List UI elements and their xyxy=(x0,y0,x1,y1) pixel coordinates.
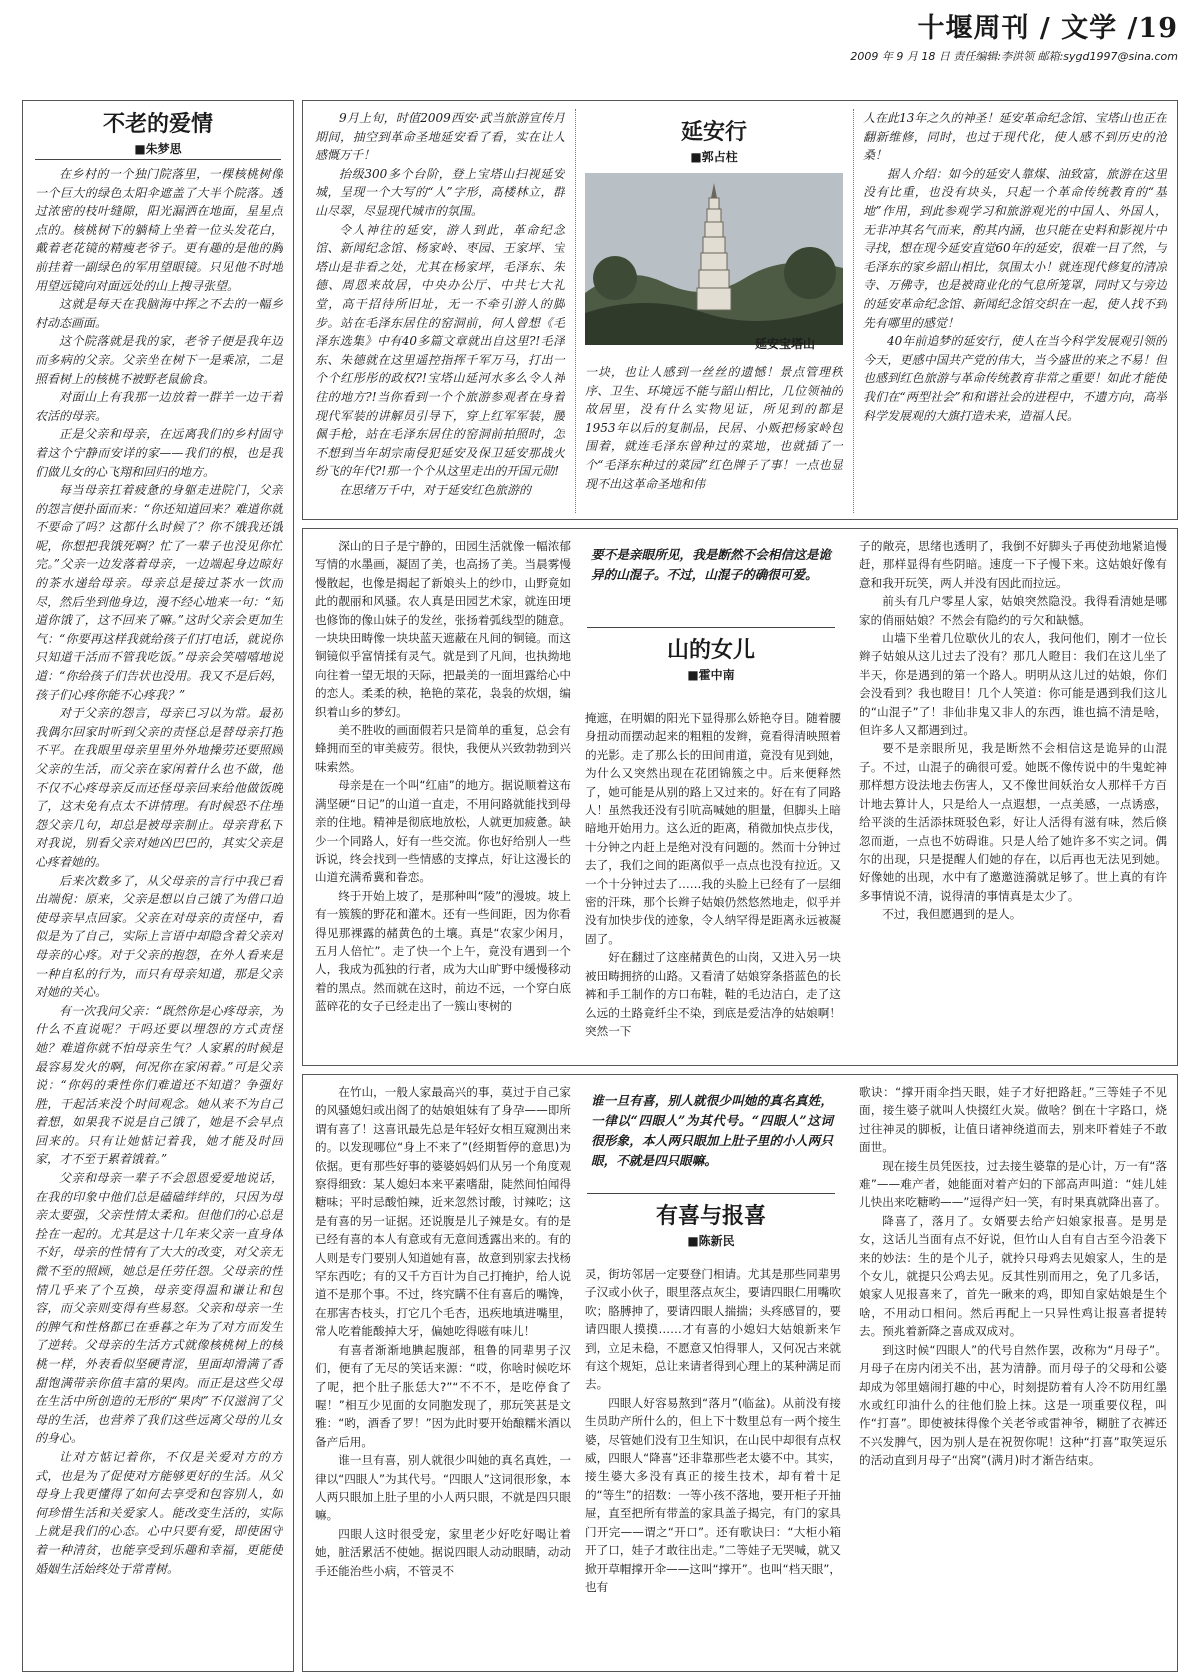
paragraph: 降喜了，落月了。女婿要去给产妇娘家报喜。是男是女，这话儿当面有点不好说，但竹山人自有自古至今沿袭下来的妙法：生的是个儿子，就拎只母鸡去见娘家人，生的是个女儿，就提只公鸡去见。反其性别而用之，免了几多话，娘家人见报喜来了，首先一瞅来的鸡，即知自家姑娘是生个啥，不用动口相问。然后再配上一只异性鸡让报喜者提转去。预兆着新降之喜成双成对。 xyxy=(859,1213,1167,1339)
article-4-title: 有喜与报喜 xyxy=(655,1204,766,1229)
paragraph: 谁一旦有喜，别人就很少叫她的真名真姓，一律以“四眼人”为其代号。“四眼人”这词很形象，本人两只眼加上肚子里的小人两只眼，不就是四只眼嘛。 xyxy=(315,1453,571,1523)
article-2-title: 延安行 xyxy=(680,120,747,145)
article-4-col-3 xyxy=(859,1083,1167,1665)
paragraph: 歌诀：“撑开雨伞挡天眼，娃子才好把路赶。”三等娃子不见面，接生婆子就叫人快掇红火炭。做啥？倒在十字路口，烧过往神灵的脚板，让值日诸神绕道而去，别来吓着娃子不敢面世。 xyxy=(859,1085,1167,1155)
article-3-pullquote: 要不是亲眼所见，我是断然不会相信这是诡异的山混子。不过，山混子的确很可爱。 xyxy=(591,547,831,582)
paragraph: 在竹山，一般人家最高兴的事，莫过于自己家的风骚媳妇或出阁了的姑娘姐妹有了身孕——即所谓有喜了！这喜讯最先总是年轻好女相互窥测出来的。以发现哪位“身上不来了”(经期暂停的意思)为依据。更有那些好事的婆婆妈妈们从另一个角度观察得细致：某人媳妇本来平素嗜甜，陡然间怕闻得糖味；平时忌酸怕辣，近来忽然讨酸，讨辣吃；这是有喜的另一证据。还说腹是儿子辣是女。有的是已经有喜的本人有意或有无意间透露出来的。有的人则是专门要别人知道她有喜，故意到别家去找杨罕东西吃；有的又千方百计为自己打掩护，给人说道不是那个事。不过，终究瞒不住有喜后的嘴馋，在那害杏枝头，打它几个毛杏，迅疾地填进嘴里，常人吃着能酸掉大牙，偏她吃得嗞有味儿！ xyxy=(315,1085,571,1339)
paragraph: 四眼人这时很受宠，家里老少好吃好喝让着她，脏活累活不使她。据说四眼人动动眼睛，动动手还能治些小病，不管灵不 xyxy=(315,1526,571,1578)
paragraph: 深山的日子是宁静的，田园生活就像一幅浓郁写情的水墨画，凝固了美，也高扬了美。当晨雾慢慢散起，也像是揭起了新娘头上的纱巾，山野竟如此的靓丽和风骚。农人真是田园艺术家，就连田埂也修饰的像山妹子的发丝，张扬着弧线型的随意。一块块田畴像一块块蓝天遮蔽在凡间的铜镜。而这铜镜似乎富情揉有灵气。就是到了凡间，也执拗地向往着一望无垠的天际，把最美的一面坦露给心中的恋人。柔柔的秧，艳艳的菜花，袅袅的炊烟，编织着山乡的梦幻。 xyxy=(315,539,571,719)
article-1-body xyxy=(35,165,283,1665)
article-box-3 xyxy=(302,528,1178,1066)
article-box-1 xyxy=(22,100,294,1672)
paragraph: 后来次数多了，从父母亲的言行中我已看出端倪：原来，父亲是想以自己饿了为借口迫使母亲早点回家。父亲在对母亲的责怪中，看似是为了自己，实际上言语中却隐含着父亲对母亲的心疼。对于父亲的抱怨，在外人看来是一种自私的行为，而只有母亲知道，那是父亲对她的关心。 xyxy=(35,873,283,1000)
paragraph: 有一次我问父亲：“既然你是心疼母亲，为什么不直说呢？干吗还要以埋怨的方式责怪她？难道你就不怕母亲生气？人家累的时候是最容易发火的啊，何况你在家闲着。”可是父亲说：“你妈的秉性你们难道还不知道？争强好胜，干起活来没个时间观念。她从来不为自己着想，如果我不说是自己饿了，她是不会早点回来的。只有让她惦记着我，她才能及时回家，才不至于累着饿着。” xyxy=(35,1003,283,1167)
paragraph: 终于开始上坡了，是那种叫“陵”的漫坡。坡上有一簇簇的野花和灌木。还有一些间距，因为你看得见那裸露的赭黄色的土壤。真是“农家少闲月，五月人倍忙”。走了快一个上午，竟没有遇到一个人，我成为孤独的行者，成为大山旷野中缓慢移动着的黑点。然而就在这时，前边不远，一个穿白底蓝碎花的女子已经走出了一簇山枣树的 xyxy=(315,888,571,1014)
article-2-author: ■郭占柱 xyxy=(690,150,738,164)
paragraph: 正是父亲和母亲，在远离我们的乡村固守着这个宁静而安详的家——我们的根，也是我们做儿女的心飞翔和回归的地方。 xyxy=(35,427,283,479)
article-1-header xyxy=(23,107,293,157)
article-3-header xyxy=(579,633,843,683)
masthead-title: 十堰周刊 / 文学 /19 xyxy=(917,13,1178,44)
paragraph: 让对方惦记着你，不仅是关爱对方的方式，也是为了促使对方能够更好的生活。从父母身上我更懂得了如何去享受和包容别人，如何珍惜生活和关爱家人。能改变生活的，实际上就是我们的心态。心中只要有爱，即使困守着一种清贫，也能享受到乐趣和幸福，更能使婚姻生活始终处于常青树。 xyxy=(35,1449,283,1576)
article-4-header xyxy=(579,1199,843,1249)
article-3-col-2 xyxy=(585,709,841,1059)
paragraph: 在思绪万千中，对于延安红色旅游的 xyxy=(339,482,532,497)
article-4-pullquote: 谁一旦有喜，别人就很少叫她的真名真姓，一律以“四眼人”为其代号。“四眼人”这词很形象，本人两只眼加上肚子里的小人两只眼，不就是四只眼嘛。 xyxy=(591,1093,833,1168)
paragraph: 不过，我但愿遇到的是人。 xyxy=(882,907,1022,922)
article-box-2 xyxy=(302,100,1178,520)
photo-caption: 延安宝塔山 xyxy=(755,337,816,351)
masthead xyxy=(478,6,1178,64)
article-4-author: ■陈新民 xyxy=(687,1234,735,1248)
pagoda-photo-icon xyxy=(585,173,843,345)
paragraph: 据人介绍：如今的延安人靠煤、油致富，旅游在这里没有比重，也没有块头，只起一个革命传统教育的“基地”作用，到此参观学习和旅游观光的中国人、外国人，无非冲其名气而来，酌其内涵，也只能在史料和影视片中寻找，想在现今延安直觉60年的延安，很难一目了然，与毛泽东的家乡韶山相比，氛围太小！就连现代修复的清凉寺、万佛寺，也是被商业化的气息所笼罩，同时又与旁边的延安革命纪念馆、新闻纪念馆交织在一起，使人找不到先有哪里的感觉！ xyxy=(863,166,1167,330)
paragraph: 令人神往的延安，游人到此，革命纪念馆、新闻纪念馆、杨家岭、枣园、王家坪、宝塔山是非看之处，尤其在杨家坪，毛泽东、朱德、周恩来故居，中央办公厅、中共七大礼堂，高干招待所旧址，无一不牵引游人的脚步。站在毛泽东居住的窑洞前，何人曾想《毛泽东选集》中有40多篇文章就出自这里?!毛泽东、朱德就在这里遥控指挥千军万马，打出一个个红彤彤的政权?!宝塔山延河水多么令人神往的地方?!当你看到一个个旅游参观者在身着现代军装的讲解员引导下，穿上红军军装，腰佩手枪，站在毛泽东居住的窑洞前拍照时，怎不想到当年胡宗南侵犯延安及保卫延安那战火纷飞的年代?!那一个个从这里走出的开国元勋! xyxy=(315,222,565,479)
paragraph: 现在接生员凭医技，过去接生婆靠的是心计，万一有“落难”——难产者，她能面对着产妇的下部高声叫道：“娃儿娃儿快出来吃糖哟——”逗得产妇一笑，有时果真就降出喜了。 xyxy=(859,1158,1167,1210)
article-4-col-1 xyxy=(315,1083,571,1665)
paragraph: 这个院落就是我的家，老爷子便是我年迈而多病的父亲。父亲坐在树下一是乘凉，二是照看树上的核桃不被野老鼠偷食。 xyxy=(35,334,283,386)
paragraph: 对面山上有我那一边放着一群羊一边干着农活的母亲。 xyxy=(35,390,283,423)
paragraph: 好在翻过了这座赭黄色的山岗，又进入另一块被田畴拥挤的山路。又看清了姑娘穿条搭蓝色的长裤和手工制作的方口布鞋，鞋的毛边洁白，走了这么远的土路竟纤尘不染，到底是爱洁净的姑娘啊！突然一下 xyxy=(585,950,841,1038)
paragraph: 40年前追梦的延安行，使人在当今科学发展观引领的今天，更感中国共产党的伟大，当今盛世的来之不易！但也感到红色旅游与革命传统教育非常之重要！如此才能使我们在“两型社会”和和谐社会的进程中，不遗方向，高举科学发展观的大旗打造未来，造福人民。 xyxy=(863,334,1167,423)
paragraph: 9月上旬，时值2009西安·武当旅游宣传月期间，抽空到革命圣地延安看了看，实在让人感慨万千！ xyxy=(315,111,565,163)
pagoda-photo xyxy=(585,173,843,345)
paragraph: 一块，也让人感到一丝丝的遗憾！景点管理秩序、卫生、环境远不能与韶山相比，几位领袖的故居里，没有什么实物见证，所见到的都是1953年以后的复制品，民居、小贩把杨家岭包围着，就连毛泽东曾种过的菜地，也就插了一个“毛泽东种过的菜园”红色牌子了事！一点也显现不出这革命圣地和伟 xyxy=(585,365,843,491)
article-4-col-2 xyxy=(585,1265,841,1665)
paragraph: 四眼人好容易熬到“落月”(临盆)。从前没有接生员助产所什么的，但上下十数里总有一两个接生婆，尽管她们没有卫生知识，在山民中却很有点权威，四眼人“降喜”还非靠那些老太婆不中。其实，接生婆大多没有真正的接生技术，却有着十足的“等生”的招数：一等小孩不落地，要开柜子开抽屉，直至把所有带盖的家具盖子揭完，有门的家具门开完——谓之“开口”。还有歌诀曰：“大柜小箱开了口，娃子才敢往出走。”二等娃子无哭喊，就又掀开草帽撑开伞——这叫“撑开”。也叫“档天眼”，也有 xyxy=(585,1395,841,1594)
paragraph: 每当母亲扛着疲惫的身躯走进院门，父亲的怨言便扑面而来：“你还知道回来？难道你就不要命了吗？这都什么时候了？你不饿我还饿呢，你想把我饿死啊？忙了一辈子也没见你忙完。”父亲一边发落着母亲，一边端起身边晾好的茶水递给母亲。母亲总是接过茶水一饮而尽，然后坐到他身边，漫不经心地来一句：“知道你饿了，这不回来了嘛。”这时父亲会更加生气：“你要再这样我就给孩子们打电话，就说你只知道干活而不管我吃饭。”母亲会笑嘻嘻地说道：“你给孩子们告状也没用。我又不是后妈，孩子们心疼你能不心疼我？” xyxy=(35,483,283,702)
paragraph: 子的敞亮，思绪也透明了，我倒不好脚头子再使劲地紧追慢赶，那样显得有些阴暗。速度一下子慢下来。这姑娘好像有意和我开玩笑，两人并没有因此而拉远。 xyxy=(859,539,1167,590)
paragraph: 到这时候“四眼人”的代号自然作罢，改称为“月母子”。月母子在房内闭关不出，甚为清静。而月母子的父母和公婆却成为邻里嬉闹打趣的中心，时刻提防着有人冷不防用红墨水或红印油什么的往他们脸上抹。这是一项重要仪程，叫作“打喜”。即使被抹得像个关老爷或雷神爷，糊脏了衣裤还不兴发脾气，因为别人是在祝贺你呢！这种“打喜”取笑逗乐的活动直到月母子“出窝”(满月)时才渐告结束。 xyxy=(859,1342,1167,1468)
masthead-date-editor: 2009 年 9 月 18 日 责任编辑:李洪领 邮箱:sygd1997@sina.com xyxy=(850,50,1178,63)
article-1-author: ■朱梦思 xyxy=(134,142,182,156)
article-3-col-1 xyxy=(315,537,571,1059)
article-2-col-1 xyxy=(315,109,565,513)
article-2-col-3 xyxy=(863,109,1167,513)
article-3-title: 山的女儿 xyxy=(666,638,755,663)
article-box-4 xyxy=(302,1074,1178,1672)
paragraph: 有喜者渐渐地腆起腹部，租鲁的同辈男子汉们，便有了无尽的笑话来源：“哎，你啥时候吃坏了呢，把个肚子胀恁大?”“不不不，是吃停食了喔！”相互少见面的女同胞发现了，那玩笑甚是文雅：“哟，酒香了罗！”因为此时要开始酿糯米酒以备产后用。 xyxy=(315,1342,571,1449)
article-3-author: ■霍中南 xyxy=(687,668,735,682)
article-1-title: 不老的爱情 xyxy=(102,112,213,137)
article-2-header xyxy=(579,115,849,165)
paragraph: 要不是亲眼所见，我是断然不会相信这是诡异的山混子。不过，山混子的确很可爱。她既不像传说中的牛鬼蛇神那样想方设法地去伤害人，又不像世间妖治女人那样千方百计地去算计人，只是给人一点遐想，一点美感，一点诱惑，给平淡的生活添抹斑驳色彩，好让人活得有滋有味，然后倏忽而逝，一点也不妨碍谁。只是人给了她许多不实之词。偶尔的出现，只是提醒人们她的存在，以后再也无法见到她。好像她的出现，水中有了邀邀涟漪就足够了。世上真的有许多事情说不清，说得清的事情真是太少了。 xyxy=(859,741,1167,903)
article-3-col-3 xyxy=(859,537,1167,1059)
article-2-col-2 xyxy=(585,363,843,513)
paragraph: 在乡村的一个独门院落里，一棵核桃树像一个巨大的绿色太阳伞遮盖了大半个院落。透过浓密的枝叶缝隙，阳光漏洒在地面，星星点点的。核桃树下的躺椅上坐着一位头发花白，戴着老花镜的精瘦老爷子。更有趣的是他的胸前挂着一副绿色的军用望眼镜。只见他不时地用望远镜向对面远处的山上搜寻张望。 xyxy=(35,167,283,293)
paragraph: 掩遮，在明媚的阳光下显得那么娇艳夺目。随着腰身扭动而摆动起来的粗粗的发辫，竟看得清映照着的光影。走了那么长的田间甫道，竟没有见到她，为什么又突然出现在花团锦簇之中。后来便释然了，她可能是从别的路上又过来的。好在有了同路人！虽然我还没有引吭高喊她的胆量，但脚头上暗暗地开始用力。这么近的距离，稍微加快点步伐，十分钟之内赶上是绝对没有问题的。然而十分钟过去了，我们之间的距离似乎一点点也没有拉近。又一个十分钟过去了……我的头脸上已经有了一层细密的汗珠，那个长辫子姑娘仍然悠然地走，似乎并没有加快步伐的迹象，令人纳罕得是距离永远被凝固了。 xyxy=(585,711,841,946)
paragraph: 母亲是在一个叫“红庙”的地方。据说顺着这布满坚硬“日记”的山道一直走，不用问路就能找到母亲的住地。精神是彻底地放松，人就更加疲惫。缺少一个同路人，好有一些交流。你也好给别人一些诉说，终会找到一些情感的支撑点，好让这漫长的山道充满希冀和眷恋。 xyxy=(315,778,571,885)
paragraph: 对于父亲的怨言，母亲已习以为常。最初我偶尔回家时听到父亲的责怪总是替母亲打抱不平。在我眼里母亲里里外外地操劳还要照顾父亲的生活，而父亲在家闲着什么也不做，他不仅不心疼母亲反而还怪母亲回来给他做饭晚了，这未免有点太不讲情理。有时候恐不住埋怨父亲几句，却总是被母亲制止。母亲背私下对我说，别看父亲对她凶巴巴的，其实父亲是心疼着她的。 xyxy=(35,706,283,869)
paragraph: 前头有几户零星人家，姑娘突然隐没。我得看清她是哪家的俏丽姑娘？不然会有隐约的亏欠和缺憾。 xyxy=(859,594,1167,627)
paragraph: 这就是每天在我脑海中挥之不去的一幅乡村动态画面。 xyxy=(35,297,283,330)
paragraph: 人在此13年之久的神圣！延安革命纪念馆、宝塔山也正在翻新维修，同时，也过于现代化，使人感不到历史的沧桑！ xyxy=(863,111,1167,163)
paragraph: 美不胜收的画面假若只是简单的重复，总会有蜂拥而至的审美疲劳。很快，我便从兴致勃勃到兴味索然。 xyxy=(315,723,571,774)
paragraph: 抬级300多个台阶，登上宝塔山扫视延安城，呈现一个大写的“人”字形，高楼林立，群山尽翠，尽显现代城市的氛围。 xyxy=(315,166,565,218)
paragraph: 灵，街坊邻居一定要登门相请。尤其是那些同辈男子汉或小伙子，眼里落点灰尘，要请四眼仁用嘴吹吹；胳膊抻了，要请四眼人揣揣；头疼感冒的，要请四眼人摸摸……才有喜的小媳妇大姑娘新来乍到，立足未稳，不愿意又怕得罪人，又何况古来就有这个规矩，总让来请者得到心理上的某种满足而去。 xyxy=(585,1267,841,1392)
paragraph: 山墙下坐着几位歇伙儿的农人，我问他们，刚才一位长辫子姑娘从这儿过去了没有？那几人瞪目：我们在这儿坐了半天，你是遇到的第一个路人。明明从这儿过的姑娘，你们会没看到？我也瞪目！几个人笑道：你可能是遇到我们这儿的“山混子”了！非仙非鬼又非人的东西，谁也搞不清是啥，但许多人又都遇到过。 xyxy=(859,631,1167,738)
paragraph: 父亲和母亲一辈子不会恩恩爱爱地说话，在我的印象中他们总是磕磕绊绊的，只因为母亲太要强，父亲性情太柔和。但他们的心总是拴在一起的。尤其是这十几年来父亲一直身体不好，母亲的性情有了大大的改变，对父亲无微不至的照顾，她总是任劳任怨。父母亲的性情几乎来了个互换，母亲变得温和谦让和包容，而父亲则变得有些易怒。父亲和母亲一生的脾气和性格都已在垂暮之年为了对方而发生了逆转。父母亲的生活方式就像核桃树上的核桃一样，外表看似坚硬青涩，里面却滑满了香甜饱满带亲你值丰富的果肉。而正是这些父母在生活中所创造的无形的“果肉”不仅滋润了父母的生活，也营养了我们这些远离父母的儿女的身心。 xyxy=(35,1171,283,1446)
